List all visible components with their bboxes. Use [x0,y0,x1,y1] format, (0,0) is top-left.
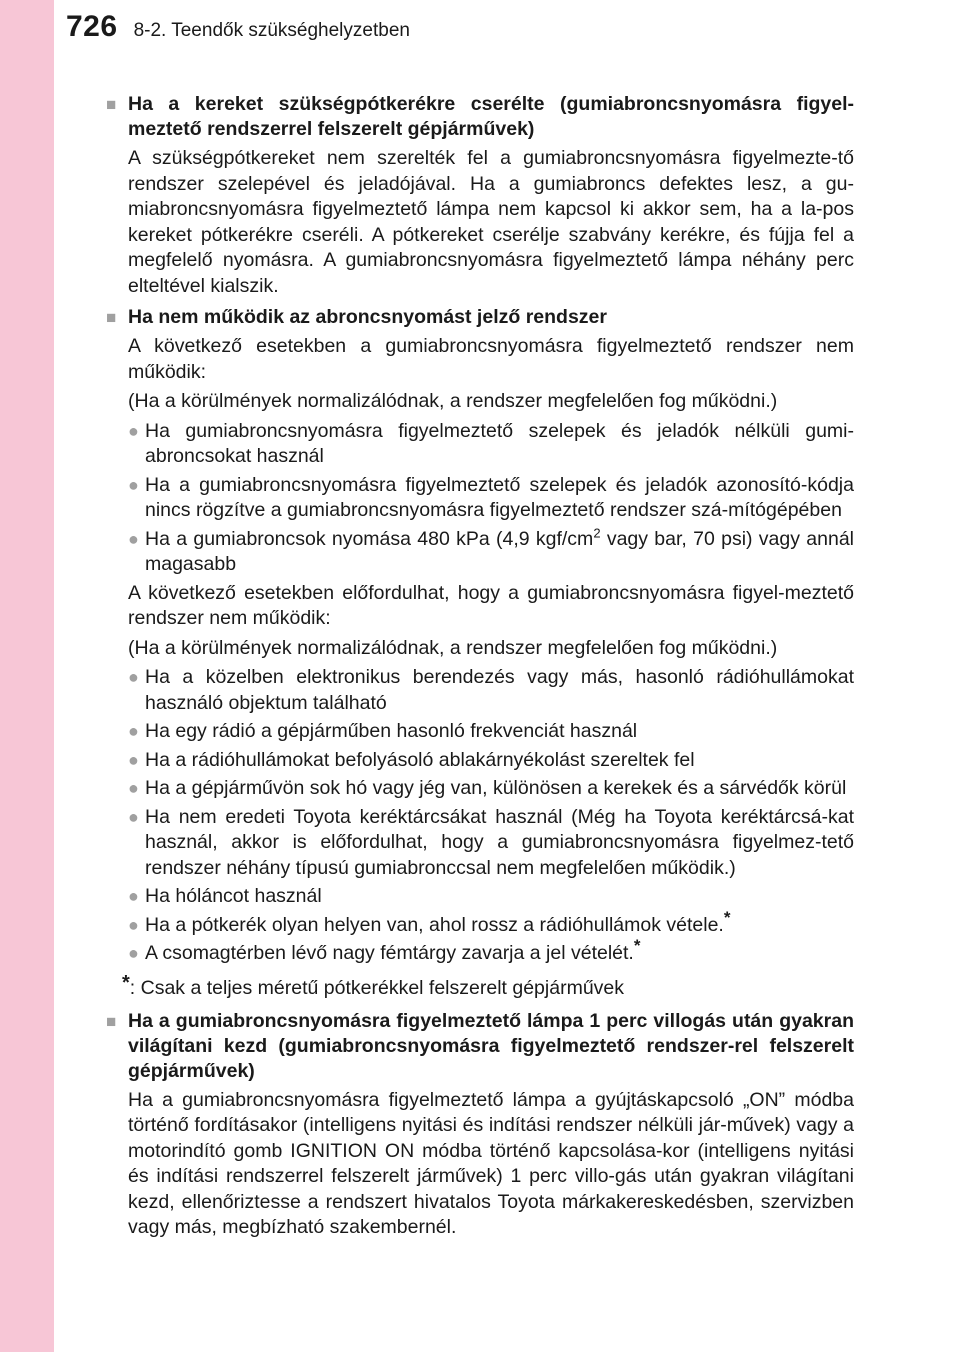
list-item-starred-text: A csomagtérben lévő nagy fémtárgy zavarja a jel vételét. [145,942,634,964]
pressure-text-before: Ha a gumiabroncsok nyomása 480 kPa (4,9 kgf/cm [145,527,594,550]
list-item [128,884,854,910]
circle-bullet-icon: ● [128,806,139,827]
circle-bullet-icon: ● [128,667,139,687]
list-item-text: Ha a közelben elektronikus berendezés vagy más, hasonló rádióhullámokat használó objektum található [145,666,854,714]
list-item [128,719,854,745]
section-paragraph: Ha a gumiabroncsnyomásra figyelmeztető lámpa a gyújtáskapcsoló „ON” módba történő fordításakor (intelligens nyitási és indítási rendszer nélküli jár-művek) vagy a motorindító gomb IGNITION ON módba történő kapcsolása-kor (intelligens nyitási és indítási rendszerrel felszerelt járművek) 1 perc villo-gás után gyakran világítani kezd, ellenőriztesse a rendszert hivatalos Toyota márkakereskedésben, szervizben vagy más, megbízható szakembernél. [128,1088,854,1238]
section-heading-text: Ha a gumiabroncsnyomásra figyelmeztető lámpa 1 perc villogás után gyakran világítani kezd (gumiabroncsnyomásra figyelmeztető rendszer-rel felszerelt gépjárművek) [128,1009,854,1082]
circle-bullet-icon: ● [128,420,139,441]
section-system-not-working [106,305,854,1001]
chapter-side-band [0,0,54,1352]
list-item [128,907,854,939]
section-heading-text: Ha a kereket szükségpótkerékre cserélte (gumiabroncsnyomásra figyel-meztető rendszerrel felszerelt gépjárművek) [128,93,854,140]
list-item [128,776,854,802]
list-item-text: Ha a gépjárművön sok hó vagy jég van, különösen a kerekek és a sárvédők körül [145,777,847,799]
page-content [106,92,854,1247]
page-header [66,10,410,58]
footnote-star-mark: * [633,936,641,955]
list-item [128,936,854,967]
circle-bullet-icon: ● [128,914,139,935]
section-heading [106,1009,854,1084]
list-item [128,473,854,524]
section-paragraph: A szükségpótkereket nem szerelték fel a gumiabroncsnyomásra figyelmezte-tő rendszer szelepével és jeladójával. Ha a gumiabroncs defektes lesz, a gu-miabroncsnyomásra figyelmeztető lámpa nem kapcsol ki akkor sem, ha a la-pos kereket pótkerékre cseréli. A pótkereket cserélje szabvány kerékre, és fújja fel a megfelelő nyomásra. A gumiabroncsnyomásra figyelmeztető lámpa néhány perc elteltével kialszik. [128,147,854,297]
circle-bullet-icon: ● [128,528,139,549]
pressure-text-after: vagy bar, 70 psi) vagy annál magasabb [145,527,854,575]
chapter-title: 8-2. Teendők szükséghelyzetben [133,20,410,41]
intro-paragraph: A következő esetekben a gumiabroncsnyomásra figyelmeztető rendszer nem működik: [128,335,854,383]
intro-paragraph: A következő esetekben előfordulhat, hogy a gumiabroncsnyomásra figyel-meztető rendszer nem működik: [128,581,854,629]
footnote-star-mark: * [723,907,731,927]
intro-note: (Ha a körülmények normalizálódnak, a rendszer megfelelően fog működni.) [128,636,778,659]
footnote [122,971,854,1001]
circle-bullet-icon: ● [128,886,139,906]
list-item-starred-text: Ha a pótkerék olyan helyen van, ahol rossz a rádióhullámok vétele. [145,913,724,936]
bullet-list [128,665,854,967]
section-heading-text: Ha nem működik az abroncsnyomást jelző rendszer [128,306,607,328]
section-heading [106,305,854,330]
list-item [128,527,854,578]
list-item-text: Ha hóláncot használ [145,885,322,907]
list-item-text: Ha egy rádió a gépjárműben hasonló frekvenciát használ [145,720,638,742]
footnote-text: : Csak a teljes méretű pótkerékkel felszerelt gépjárművek [129,976,625,999]
square-bullet-icon: ■ [106,308,117,327]
square-bullet-icon: ■ [106,95,117,114]
list-item [128,748,854,774]
section-warning-light-blinking [106,1009,854,1241]
circle-bullet-icon: ● [128,778,139,798]
list-item [128,665,854,716]
bullet-list [128,419,854,578]
page-number: 726 [66,10,118,43]
list-item-text: Ha nem eredeti Toyota keréktárcsákat használ (Még ha Toyota keréktárcsá-kat használ, akkor is előfordulhat, hogy a gumiabroncsnyomásra figyelmez-tető rendszer néhány típusú gumiabronccsal nem megfelelően működik.) [145,805,854,879]
footnote-star-mark: * [122,971,130,994]
intro-note: (Ha a körülmények normalizálódnak, a rendszer megfelelően fog működni.) [128,390,778,412]
circle-bullet-icon: ● [128,721,139,741]
list-item-text: Ha gumiabroncsnyomásra figyelmeztető szelepek és jeladók nélküli gumi-abroncsokat használ [145,419,854,467]
superscript: 2 [593,525,601,540]
circle-bullet-icon: ● [128,749,139,770]
list-item [128,419,854,470]
list-item-text [145,527,854,578]
section-spare-tire [106,92,854,299]
list-item [128,805,854,882]
circle-bullet-icon: ● [128,943,139,963]
section-heading [106,92,854,142]
circle-bullet-icon: ● [128,474,139,495]
list-item-text: Ha a rádióhullámokat befolyásoló ablakárnyékolást szereltek fel [145,748,695,771]
list-item-text: Ha a gumiabroncsnyomásra figyelmeztető szelepek és jeladók azonosító-kódja nincs rögzítve a gumiabroncsnyomásra figyelmeztető rendszer szá-mítógépében [145,473,854,521]
square-bullet-icon: ■ [106,1011,117,1031]
list-item-text [145,936,854,967]
list-item-text [145,907,854,939]
